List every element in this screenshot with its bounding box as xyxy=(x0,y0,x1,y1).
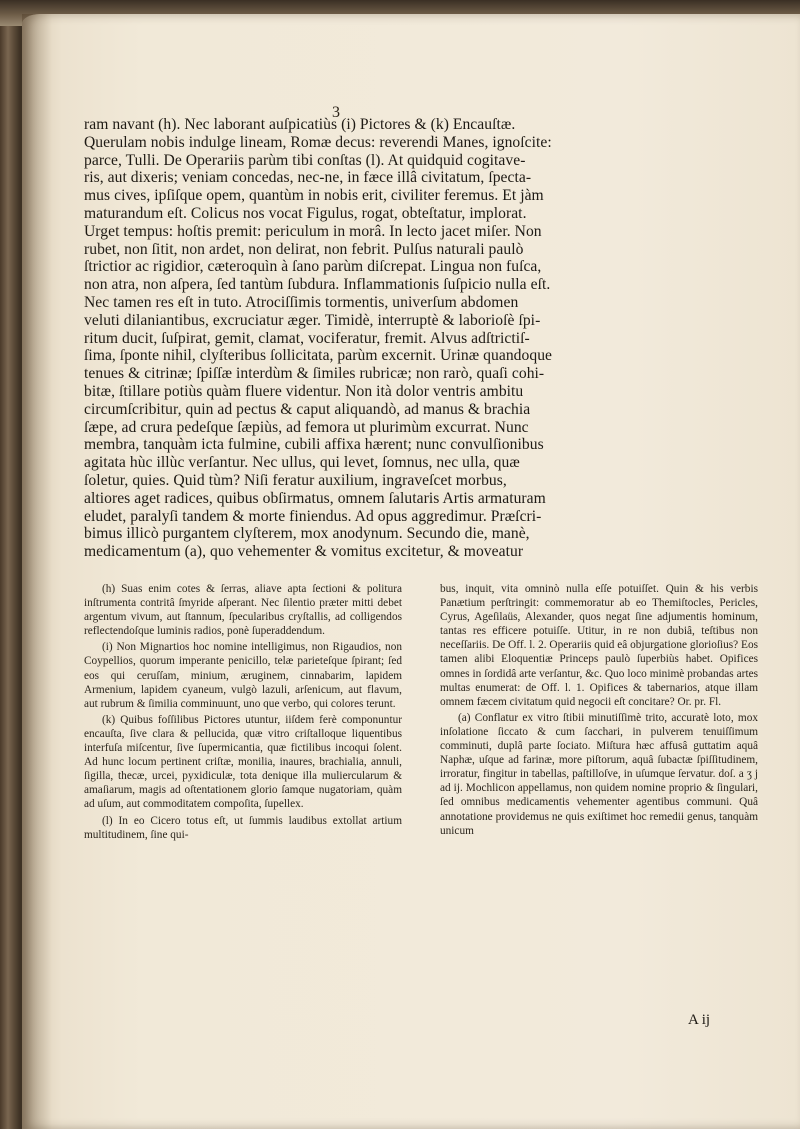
text-line: agitata hùc illùc verſantur. Nec ullus, qui levet, ſomnus, nec ulla, quæ xyxy=(84,454,520,472)
text-line: membra, tanquàm icta fulmine, cubili affixa hærent; nunc convulſionibus xyxy=(84,436,544,454)
page-number: 3 xyxy=(332,104,340,121)
text-line: Nec tamen res eſt in tuto. Atrociſſimis tormentis, univerſum abdomen xyxy=(84,293,519,311)
footnote-paragraph: (a) Conflatur ex vitro ſtibii minutiſſimè trito, accuratè loto, mox inſolatione ſiccato & cum ſacchari, in pulverem tenuiſſimum comminuti, duplâ parte ſociato. Miſtura hæc affusâ guttatim aquâ Naphæ, uſque ad farinæ, more piſtorum, aquâ ſubactæ ſpiſſitudinem, irroratur, fingitur in tabellas, paſtilloſve, in uſumque ſervatur. doſ. a ʒ j ad ij. Mochlicon appellamus, non quidem nomine proprio & ſingulari, ſed omnibus medicamentis vehementer agentibus communi. Quâ annotatione providemus ne quis exiſtimet hoc remedii genus, tanquàm unicum xyxy=(440,711,758,837)
signature-mark: A ij xyxy=(688,1012,711,1028)
text-line: Querulam nobis indulge lineam, Romæ decus: reverendi Manes, ignoſcite: xyxy=(84,133,552,151)
text-line: ritum ducit, ſuſpirat, gemit, clamat, vociferatur, fremit. Alvus adſtrictiſ- xyxy=(84,329,530,347)
text-line: mus cives, ipſiſque opem, quantùm in nobis erit, civiliter feremus. Et jàm xyxy=(84,187,544,205)
footnote-paragraph: (i) Non Mignartios hoc nomine intelligimus, non Rigaudios, non Coypellios, quorum imperante penicillo, telæ parieteſque ſpirant; ſed eos qui ceruſſam, minium, æruginem, cinnabarim, lapidem Armenium, lapidem cyaneum, vulgò lazuli, arſenicum, aut flavum, aut rubrum & ſimilia comminuunt, uno que verbo, qui colores terunt. xyxy=(84,641,402,710)
main-text xyxy=(84,116,748,561)
footnote-paragraph: (h) Suas enim cotes & ſerras, aliave apta ſectioni & politura inſtrumenta contritâ ſmyride aſperant. Nec ſilentio præter mitti debet argentum vivum, aut ſtannum, ſpecularibus cryſtallis, ad colligendos reflectendoſque luminis radios, ponè ſuperaddendum. xyxy=(84,583,402,638)
text-line: ſtrictior ac rigidior, cæteroquìn à ſano parùm diſcrepat. Lingua non fuſca, xyxy=(84,258,542,276)
text-line: bimus illicò purgantem clyſterem, mox anodynum. Secundo die, manè, xyxy=(84,525,530,543)
text-line: circumſcribitur, quin ad pectus & caput aliquandò, ad manus & brachia xyxy=(84,400,531,418)
text-line: parce, Tulli. De Operariis parùm tibi conſtas (l). At quidquid cogitave- xyxy=(84,151,526,169)
text-line: eludet, paralyſi tandem & morte finiendus. Ad opus aggredimur. Præſcri- xyxy=(84,507,542,525)
footnote-paragraph: bus, inquit, vita omninò nulla eſſe potuiſſet. Quin & his verbis Panætium perſtringit: commemoratur ab eo Themiſtocles, Pericles, Cyrus, Ageſilaüs, Alexander, quos negat ſine adjumentis hominum, tantas res efficere potuiſſe. Utitur, in re non dubiâ, teſtibus non neceſſariis. De Off. l. 2. Operariis quid eâ objurgatione glorioſius? Eos tamen alibi Eloquentiæ Princeps paulò ſuperbiùs habet. Opifices omnes in ſordidâ arte verſantur, &c. Quo loco minimè probandas artes multas enumerat: de Off. l. 1. Opifices & tabernarios, atque illam omnem fæcem civitatum quid negocii eſt concitare? Or. pr. Fl. xyxy=(440,583,758,708)
footnotes-right-column xyxy=(440,582,758,840)
text-line: ram navant (h). Nec laborant auſpicatiùs (i) Pictores & (k) Encauſtæ. xyxy=(84,116,516,133)
footnote-paragraph: (k) Quibus foſſilibus Pictores utuntur, iiſdem ferè componuntur encauſta, ſive clara & pellucida, quæ vitro criſtalloque liquentibus interfuſa miſcentur, ſive ſupermicantia, quæ fictilibus incoqui ſolent. Ad hunc locum pertinent criſtæ, monilia, inaures, brachialia, annuli, ſigilla, thecæ, urcei, pyxidiculæ, tota denique illa muliercularum & amaſiarum, magis ad oſtentationem glorio ſamque nugatoriam, quàm ad uſum, aut commoditatem compoſita, ſupellex. xyxy=(84,713,402,811)
text-line: altiores aget radices, quibus obſirmatus, omnem ſalutaris Artis armaturam xyxy=(84,489,546,507)
text-line: Urget tempus: hoſtis premit: periculum in morâ. In lecto jacet miſer. Non xyxy=(84,222,542,240)
text-line: ris, aut dixeris; veniam concedas, nec-ne, in fæce illâ civitatum, ſpecta- xyxy=(84,169,532,187)
text-line: medicamentum (a), quo vehementer & vomitus excitetur, & moveatur xyxy=(84,543,524,561)
text-line: tenues & citrinæ; ſpiſſæ interdùm & ſimiles rubricæ; non rarò, quaſi cohi- xyxy=(84,365,545,383)
text-line: bitæ, ſtillare potiùs quàm fluere videntur. Non ità dolor ventris ambitu xyxy=(84,382,524,400)
footnotes-left-column xyxy=(84,582,402,844)
text-line: ſoletur, quies. Quid tùm? Niſi feratur auxilium, ingraveſcet morbus, xyxy=(84,471,507,489)
footnote-paragraph: (l) In eo Cicero totus eſt, ut ſummis laudibus extollat artium multitudinem, ſine qui- xyxy=(84,814,402,841)
text-line: rubet, non ſitit, non ardet, non delirat, non febrit. Pulſus naturali paulò xyxy=(84,240,524,258)
text-line: non atra, non aſpera, ſed tantùm ſubdura. Inflammationis ſuſpicio nulla eſt. xyxy=(84,276,551,294)
text-line: ſæpe, ad crura pedeſque ſæpiùs, ad femora ut plurimùm excurrat. Nunc xyxy=(84,418,529,436)
text-line: ſima, ſponte nihil, clyſteribus ſollicitata, parùm excernit. Urinæ quandoque xyxy=(84,347,553,365)
text-line: maturandum eſt. Colicus nos vocat Figulus, rogat, obteſtatur, implorat. xyxy=(84,204,527,222)
text-line: veluti dilaniantibus, excruciatur æger. Timidè, interruptè & laborioſè ſpi- xyxy=(84,311,541,329)
